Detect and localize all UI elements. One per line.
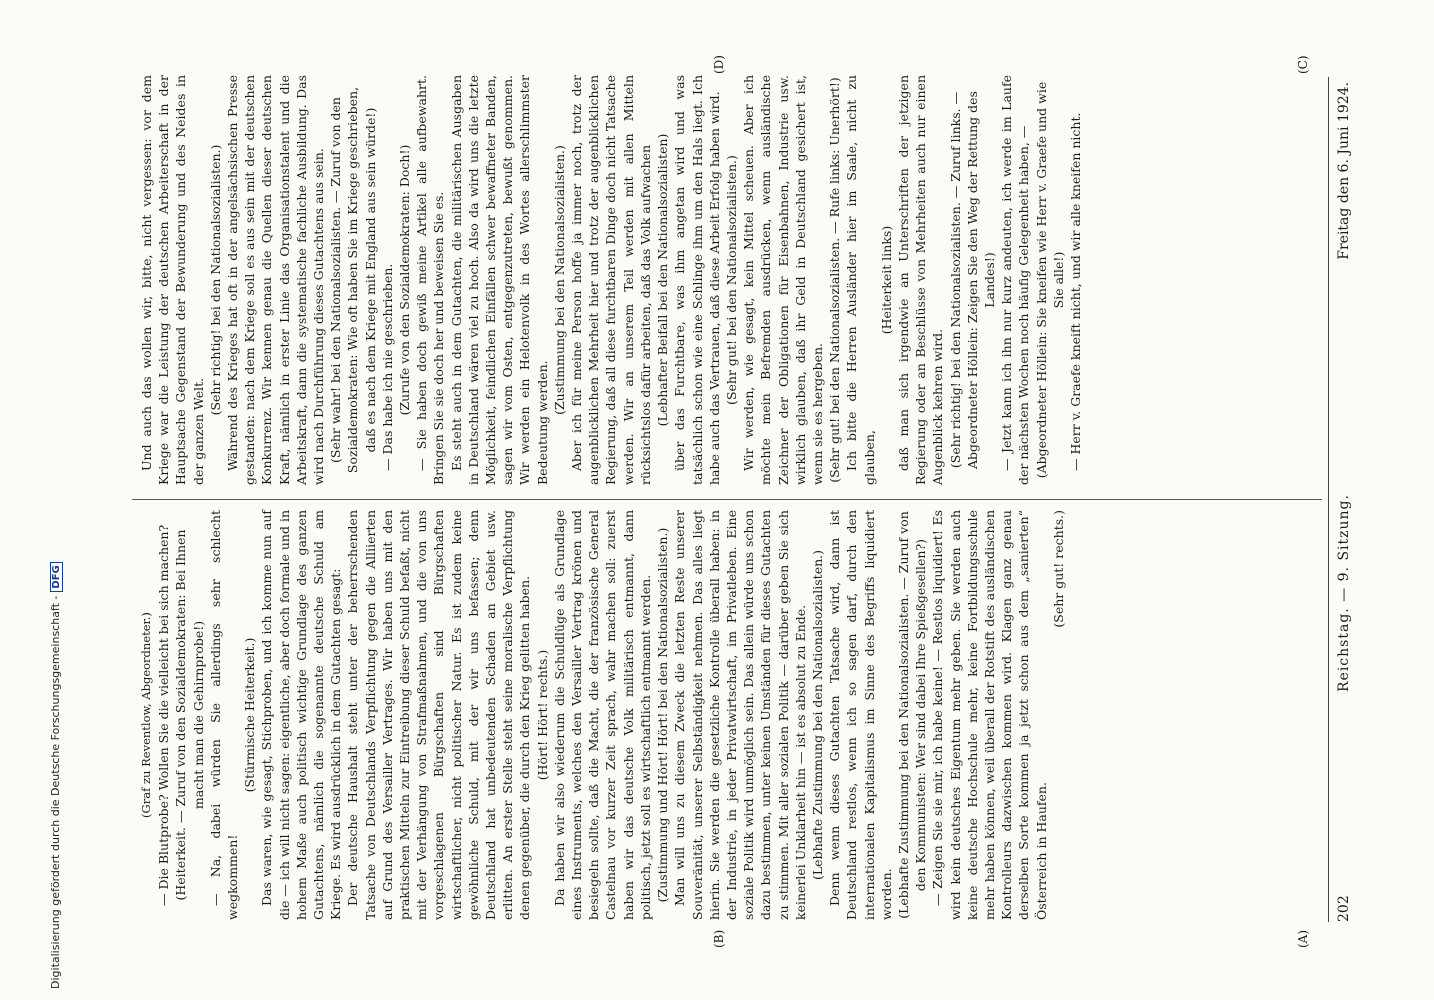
margin-mark-a: (A): [1296, 929, 1310, 948]
paragraph: Und auch das wollen wir, bitte, nicht vergessen: vor dem Kriege war die Leistung der deutschen Arbeiterschaft in der Hauptsache Gegenstand der Bewunderung und des Neides in der ganzen Welt.: [139, 75, 206, 485]
paragraph: (Sehr richtig! bei den Nationalsozialisten. — Zuruf links. — Abgeordneter Höllein: Zeigen Sie den Weg der Rettung des Landes!): [947, 91, 997, 469]
paragraph: — Na, dabei würden Sie allerdings sehr schlecht wegkommen!: [207, 510, 241, 920]
paragraph: — Die Blutprobe? Wollen Sie die vielleicht bei sich machen?: [156, 524, 172, 906]
paragraph: (Heiterkeit links): [878, 225, 894, 335]
header-date: Freitag den 6. Juni 1924.: [1336, 82, 1352, 260]
dfg-logo: DFG: [50, 562, 63, 591]
paragraph: über das Furchtbare, was ihm angetan wird und was tatsächlich schon wie eine Schlinge ihm um den Hals liegt. Ich habe auch das Vertrauen, daß diese Arbeit Erfolg haben wird.: [672, 75, 722, 485]
paragraph: Man will uns zu diesem Zweck die letzten Reste unserer Souveränität, unserer Selbständigkeit nehmen. Das alles liegt hierin. Sie werden die gesetzliche Kontrolle überall haben: in der Industrie, in jeder Privatwirtschaft, im Privatleben. Eine soziale Politik wird unmöglich sein. Das allein würde uns schon dazu bestimmen, unter keinen Umständen für dieses Gutachten zu stimmen. Mit aller sozialen Politik — darüber geben Sie sich keinerlei Unklarheit hin — ist es absolut zu Ende.: [672, 510, 808, 920]
paragraph: (Zustimmung und Hört! Hört! bei den Nationalsozialisten.): [655, 527, 671, 903]
margin-mark-d: (D): [712, 55, 726, 74]
paragraph: (Sehr gut! rechts.): [1050, 510, 1066, 628]
paragraph: Ich bitte die Herren Ausländer hier im Saale, nicht zu glauben,: [844, 75, 877, 485]
paragraph: Es steht auch in dem Gutachten, die militärischen Ausgaben in Deutschland wären viel zu hoch. Also da wird uns die letzte Möglichkeit, feindlichen Einfällen schwer bewaffneter Banden, sagen wir vom Osten, entgegenzutreten, bewußt genommen. Wir werden ein Helotenvolk in des Wortes allerschlimmster Bedeutung werden.: [448, 75, 550, 485]
header-rule: [1328, 77, 1329, 922]
paragraph: (Hört! Hört! rechts.): [534, 649, 550, 781]
paragraph: (Lebhafter Beifall bei den Nationalsozialisten): [655, 133, 671, 427]
left-text-column: [138, 510, 1067, 920]
paragraph: — Zeigen Sie sie mir, ich habe keine! — Restlos liquidiert! Es wird kein deutsches Eigentum mehr geben. Sie werden auch keine deutsche Hochschule mehr, keine Fortbildungsschule mehr haben können, weil überall der Rotstift des ausländischen Kontrolleurs dazwischen kommen wird. Klagen ganz genau derselben Sorte kommen ja jetzt schon aus dem „sanierten“ Österreich in Haufen.: [930, 510, 1049, 920]
header-title: Reichstag. — 9. Sitzung.: [1336, 494, 1352, 692]
paragraph: (Zurufe von den Sozialdemokraten: Doch!): [397, 144, 413, 416]
paragraph: Da haben wir also wiederum die Schuldlüge als Grundlage eines Instruments, welches den Versailler Vertrag krönen und besiegeln sollte, daß die Macht, die der französische General Castelnau vor kurzer Zeit sprach, wahr machen soll: zuerst haben wir das deutsche Volk militärisch entmannt, dann politisch, jetzt soll es wirtschaftlich entmannt werden.: [551, 510, 653, 920]
paragraph: Denn wenn dieses Gutachten Tatsache wird, dann ist Deutschland restlos, wenn ich so sagen darf, durch den internationalen Kapitalismus im Sinne des Begriffs liquidiert worden.: [827, 510, 894, 920]
paragraph: Das waren, wie gesagt, Stichproben, und ich komme nun auf die — ich will nicht sagen: eigentliche, aber doch formale und in hohem Maße auch politisch wichtige Grundlage des ganzen Gutachtens, nämlich die sogenannte deutsche Schuld am Kriege. Es wird ausdrücklich in dem Gutachten gesagt:: [259, 510, 344, 920]
right-text-column: [138, 75, 1084, 485]
paragraph: — Herr v. Graefe kneift nicht, und wir alle kneifen nicht.: [1067, 112, 1083, 471]
paragraph: (Zustimmung bei den Nationalsozialisten.): [551, 145, 567, 415]
paragraph: — Das habe ich nie geschrieben.: [379, 263, 395, 471]
paragraph: Der deutsche Haushalt steht unter der beherrschenden Tatsache von Deutschlands Verpflichtung gegen die Alliierten auf Grund des Versailler Vertrages. Wir haben uns mit den praktischen Mitteln zur Eintreibung dieser Schuld befaßt, nicht mit der Verhängung von Strafmaßnahmen, und die von uns vorgeschlagenen Bürgschaften sind Bürgschaften wirtschaftlicher, nicht politischer Natur. Es ist zudem keine gewöhnliche Schuld, mit der wir uns befassen; denn Deutschland hat unbedeutenden Schaden an Gebiet usw. erlitten. An erster Stelle steht seine moralische Verpflichtung denen gegenüber, die durch den Krieg gelitten haben.: [345, 510, 533, 920]
paragraph: (Abgeordneter Höllein: Sie kneifen wie Herr v. Graefe und wie Sie alle!): [1033, 81, 1066, 479]
margin-mark-c: (C): [1296, 55, 1310, 74]
paragraph: (Sehr richtig! bei den Nationalsozialisten.): [207, 144, 223, 416]
page-number: 202: [1336, 895, 1352, 922]
page-header: [1336, 82, 1360, 922]
paragraph: (Graf zu Reventlow, Abgeordneter.): [139, 612, 153, 818]
paragraph: Wir werden, wie gesagt, kein Mittel scheuen. Aber ich möchte mein Befremden ausdrücken, wenn ausländische Zeichner der Obligationen für Eisenbahnen, Industrie usw. wirklich glauben, daß ihr Geld in Deutschland gesichert ist, wenn sie es hergeben.: [741, 75, 825, 485]
paragraph: (Lebhafte Zustimmung bei den Nationalsozialisten. — Zuruf von den Kommunisten: Wer sind dabei Ihre Spießgesellen?): [895, 511, 929, 919]
paragraph: — Sie haben doch gewiß meine Artikel alle aufbewahrt. Bringen Sie sie doch her und beweisen Sie es.: [414, 75, 447, 485]
paragraph: (Lebhafte Zustimmung bei den Nationalsozialisten.): [809, 550, 825, 880]
paragraph: — Jetzt kann ich ihn nur kurz andeuten, ich werde im Laufe der nächsten Wochen noch häufig Gelegenheit haben, —: [999, 75, 1032, 485]
paragraph: Aber ich für meine Person hoffe ja immer noch, trotz der augenblicklichen Mehrheit hier und trotz der augenblicklichen Regierung, daß all diese furchtbaren Dinge doch nicht Tatsache werden. Wir an unserem Teil werden mit allen Mitteln rücksichtslos dafür arbeiten, daß das Volk aufwachen: [569, 75, 653, 485]
paragraph: Während des Krieges hat oft in der angelsächsischen Presse gestanden: nach dem Kriege soll es aus sein mit der deutschen Konkurrenz. Wir kennen genau die Quellen dieser deutschen Kraft, nämlich in erster Linie das Organisationstalent und die Arbeitskraft, dann die systematische fachliche Ausbildung. Das wird nach Durchführung dieses Gutachtens aus sein.: [225, 75, 327, 485]
paragraph: (Sehr gut! bei den Nationalsozialisten.): [723, 155, 739, 405]
digitization-footer: [49, 0, 71, 989]
paragraph: (Stürmische Heiterkeit.): [242, 637, 258, 793]
paragraph: (Heiterkeit. — Zuruf von den Sozialdemokraten: Bei Ihnen macht man die Gehirnprobe!): [173, 529, 206, 901]
paragraph: (Sehr wahr! bei den Nationalsozialisten. — Zuruf von den Sozialdemokraten: Wie oft haben Sie im Kriege geschrieben, daß es nach dem Kriege mit England aus sein würde!): [328, 86, 378, 474]
paragraph: daß man sich irgendwie an Unterschriften der jetzigen Regierung oder an Beschlüsse von Mehrheiten auch nur einen Augenblick kehren wird.: [895, 75, 946, 485]
footer-text: Digitalisierung gefördert durch die Deutsche Forschungsgemeinschaft -: [49, 595, 62, 989]
margin-mark-b: (B): [712, 929, 726, 948]
paragraph: (Sehr gut! bei den Nationalsozialisten. — Rufe links: Unerhört!): [827, 77, 843, 483]
column-divider: [132, 499, 1322, 500]
